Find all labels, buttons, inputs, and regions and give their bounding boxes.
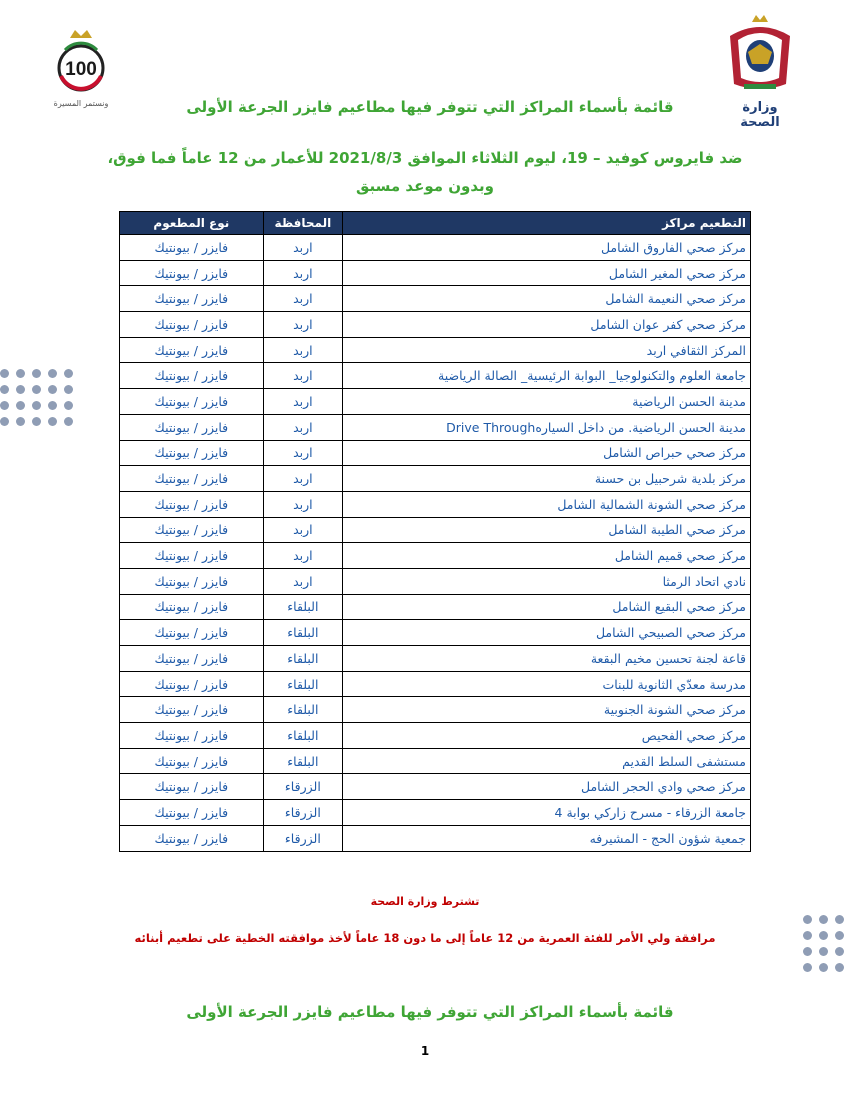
footer-title: قائمة بأسماء المراكز التي تتوفر فيها مطاعيم فايزر الجرعة الأولى: [186, 1003, 674, 1021]
cell-governorate: البلقاء: [263, 620, 342, 646]
ministry-logo: [722, 14, 798, 130]
svg-text:ونستمر المسيرة: ونستمر المسيرة: [53, 99, 109, 108]
cell-center-name: مركز صحي الصبيحي الشامل: [343, 620, 751, 646]
cell-center-name: مستشفى السلط القديم: [343, 748, 751, 774]
table-row: [120, 440, 751, 466]
table-row: [120, 748, 751, 774]
cell-center-name: المركز الثقافي اربد: [343, 337, 751, 363]
cell-vaccine-type: فايزر / بيونتيك: [120, 620, 264, 646]
cell-vaccine-type: فايزر / بيونتيك: [120, 389, 264, 415]
cell-vaccine-type: فايزر / بيونتيك: [120, 286, 264, 312]
cell-governorate: اربد: [263, 389, 342, 415]
cell-vaccine-type: فايزر / بيونتيك: [120, 517, 264, 543]
cell-vaccine-type: فايزر / بيونتيك: [120, 466, 264, 492]
table-body: [120, 235, 751, 852]
decorative-dots-left: [0, 369, 73, 426]
table-row: [120, 337, 751, 363]
cell-governorate: اربد: [263, 363, 342, 389]
cell-center-name: مركز صحي حبراص الشامل: [343, 440, 751, 466]
ministry-name: وزارة الصحة: [740, 100, 780, 130]
cell-governorate: اربد: [263, 517, 342, 543]
cell-governorate: اربد: [263, 286, 342, 312]
cell-vaccine-type: فايزر / بيونتيك: [120, 235, 264, 261]
conditions-text: مرافقة ولي الأمر للفئة العمرية من 12 عاماً إلى ما دون 18 عاماً لأخذ موافقته الخطية على تطعيم أبنائه: [134, 931, 716, 945]
cell-vaccine-type: فايزر / بيونتيك: [120, 337, 264, 363]
svg-text:100: 100: [65, 59, 97, 80]
table-row: [120, 389, 751, 415]
cell-vaccine-type: فايزر / بيونتيك: [120, 363, 264, 389]
cell-center-name: مركز صحي الطيبة الشامل: [343, 517, 751, 543]
cell-governorate: الزرقاء: [263, 800, 342, 826]
table-row: [120, 620, 751, 646]
table-header-row: [120, 212, 751, 235]
cell-governorate: اربد: [263, 440, 342, 466]
cell-center-name: مركز صحي الشونة الجنوبية: [343, 697, 751, 723]
cell-center-name: مركز صحي قميم الشامل: [343, 543, 751, 569]
cell-center-name: مدرسة معدّي الثانوية للبنات: [343, 671, 751, 697]
cell-governorate: اربد: [263, 260, 342, 286]
table-row: [120, 568, 751, 594]
cell-vaccine-type: فايزر / بيونتيك: [120, 260, 264, 286]
cell-center-name: جمعية شؤون الحج - المشيرفه: [343, 825, 751, 851]
cell-center-name: مدينة الحسن الرياضية. من داخل السيارهDrive Through: [343, 414, 751, 440]
table-row: [120, 800, 751, 826]
column-header-vaccine: نوع المطعوم: [120, 212, 264, 235]
cell-vaccine-type: فايزر / بيونتيك: [120, 312, 264, 338]
cell-vaccine-type: فايزر / بيونتيك: [120, 594, 264, 620]
cell-vaccine-type: فايزر / بيونتيك: [120, 825, 264, 851]
crown-icon: [48, 28, 114, 110]
cell-governorate: اربد: [263, 568, 342, 594]
cell-center-name: مركز صحي المغير الشامل: [343, 260, 751, 286]
cell-vaccine-type: فايزر / بيونتيك: [120, 543, 264, 569]
cell-vaccine-type: فايزر / بيونتيك: [120, 748, 264, 774]
cell-center-name: مركز صحي كفر عوان الشامل: [343, 312, 751, 338]
cell-center-name: مركز صحي وادي الحجر الشامل: [343, 774, 751, 800]
table-row: [120, 543, 751, 569]
table-row: [120, 235, 751, 261]
centennial-logo: [48, 28, 114, 110]
cell-center-name: مدينة الحسن الرياضية: [343, 389, 751, 415]
table-row: [120, 825, 751, 851]
table-row: [120, 517, 751, 543]
cell-governorate: اربد: [263, 312, 342, 338]
coat-of-arms-icon: [722, 14, 798, 96]
cell-governorate: اربد: [263, 414, 342, 440]
vaccination-centers-table: [119, 211, 751, 852]
table-row: [120, 491, 751, 517]
cell-center-name: جامعة العلوم والتكنولوجيا_ البوابة الرئيسية_ الصالة الرياضية: [343, 363, 751, 389]
column-header-center: التطعيم مراكز: [343, 212, 751, 235]
cell-center-name: مركز صحي النعيمة الشامل: [343, 286, 751, 312]
subtitle-line-1: ضد فايروس كوفيد – 19، ليوم الثلاثاء الموافق 2021/8/3 للأعمار من 12 عاماً فما فوق،: [107, 149, 743, 167]
cell-vaccine-type: فايزر / بيونتيك: [120, 568, 264, 594]
table-row: [120, 671, 751, 697]
cell-center-name: مركز صحي الفحيص: [343, 723, 751, 749]
table-row: [120, 774, 751, 800]
table-row: [120, 594, 751, 620]
cell-governorate: البلقاء: [263, 723, 342, 749]
cell-vaccine-type: فايزر / بيونتيك: [120, 800, 264, 826]
cell-center-name: قاعة لجنة تحسين مخيم البقعة: [343, 646, 751, 672]
cell-governorate: البلقاء: [263, 594, 342, 620]
cell-vaccine-type: فايزر / بيونتيك: [120, 646, 264, 672]
cell-center-name: مركز صحي الفاروق الشامل: [343, 235, 751, 261]
cell-governorate: اربد: [263, 491, 342, 517]
cell-vaccine-type: فايزر / بيونتيك: [120, 723, 264, 749]
cell-vaccine-type: فايزر / بيونتيك: [120, 774, 264, 800]
cell-center-name: مركز صحي الشونة الشمالية الشامل: [343, 491, 751, 517]
cell-governorate: البلقاء: [263, 697, 342, 723]
cell-center-name: مركز صحي البقيع الشامل: [343, 594, 751, 620]
cell-center-name: نادي اتحاد الرمثا: [343, 568, 751, 594]
decorative-dots-right: [803, 915, 850, 972]
table-row: [120, 312, 751, 338]
column-header-governorate: المحافظة: [263, 212, 342, 235]
table-row: [120, 723, 751, 749]
cell-governorate: الزرقاء: [263, 774, 342, 800]
table-row: [120, 466, 751, 492]
cell-vaccine-type: فايزر / بيونتيك: [120, 697, 264, 723]
table-row: [120, 260, 751, 286]
cell-governorate: اربد: [263, 543, 342, 569]
conditions-title: تشترط وزارة الصحة: [370, 895, 480, 908]
table-row: [120, 363, 751, 389]
table-row: [120, 286, 751, 312]
table-row: [120, 646, 751, 672]
page-title: قائمة بأسماء المراكز التي تتوفر فيها مطاعيم فايزر الجرعة الأولى: [186, 98, 674, 116]
cell-vaccine-type: فايزر / بيونتيك: [120, 671, 264, 697]
cell-vaccine-type: فايزر / بيونتيك: [120, 491, 264, 517]
cell-center-name: مركز بلدية شرحبيل بن حسنة: [343, 466, 751, 492]
subtitle-line-2: وبدون موعد مسبق: [356, 177, 494, 195]
cell-governorate: البلقاء: [263, 646, 342, 672]
page-subtitle: [100, 144, 750, 200]
cell-vaccine-type: فايزر / بيونتيك: [120, 414, 264, 440]
cell-vaccine-type: فايزر / بيونتيك: [120, 440, 264, 466]
cell-center-name: جامعة الزرقاء - مسرح زاركي بوابة 4: [343, 800, 751, 826]
cell-governorate: البلقاء: [263, 748, 342, 774]
cell-governorate: اربد: [263, 235, 342, 261]
cell-governorate: اربد: [263, 337, 342, 363]
table-row: [120, 697, 751, 723]
cell-governorate: اربد: [263, 466, 342, 492]
cell-governorate: الزرقاء: [263, 825, 342, 851]
table-row: [120, 414, 751, 440]
page-number: 1: [420, 1044, 430, 1058]
cell-governorate: البلقاء: [263, 671, 342, 697]
